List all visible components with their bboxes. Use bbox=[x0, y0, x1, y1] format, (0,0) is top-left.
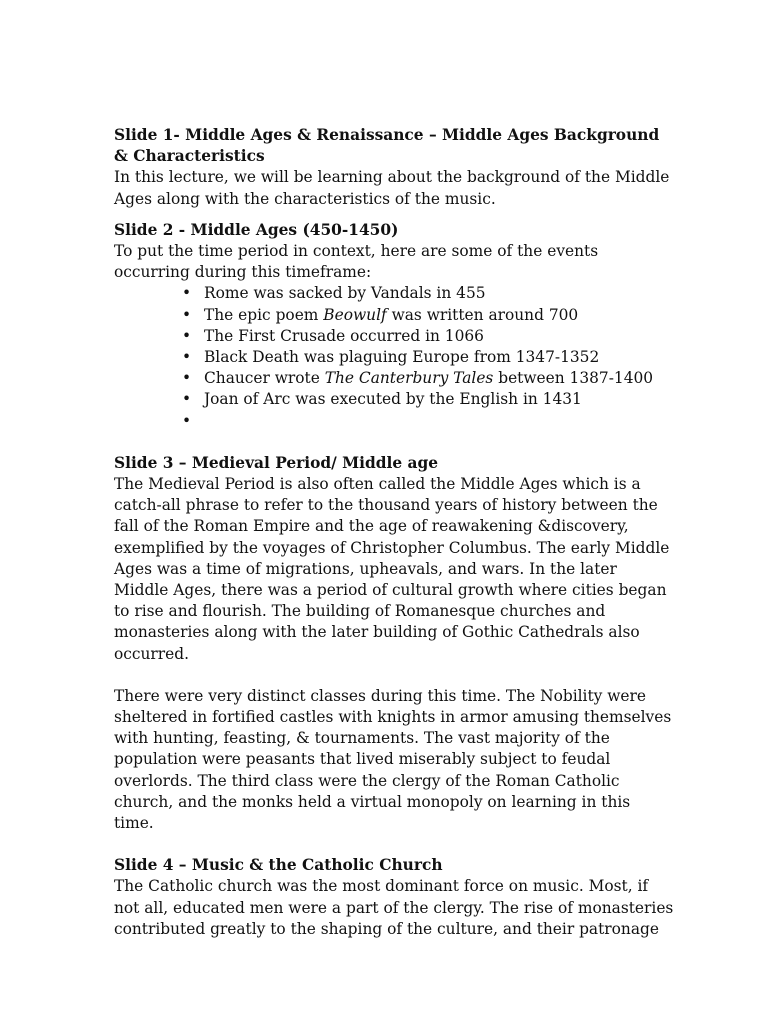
slide-3-heading: Slide 3 – Medieval Period/ Middle age bbox=[114, 453, 439, 472]
bullet-icon: • bbox=[182, 284, 192, 303]
bullet-icon: • bbox=[182, 411, 192, 430]
list-item bbox=[182, 326, 674, 347]
slide-1-text: In this lecture, we will be learning about the background of the Middle Ages along with the characteristics of the music. bbox=[114, 168, 670, 208]
list-item bbox=[182, 389, 674, 410]
list-item-text: Chaucer wrote bbox=[204, 369, 325, 388]
slide-2-intro: To put the time period in context, here are some of the events occurring during this timeframe: bbox=[114, 242, 599, 282]
list-item-text: Joan of Arc was executed by the English in 1431 bbox=[204, 390, 582, 409]
list-item-title: Beowulf bbox=[323, 305, 387, 324]
bullet-icon: • bbox=[182, 390, 192, 409]
slide-4-heading: Slide 4 – Music & the Catholic Church bbox=[114, 856, 443, 875]
bullet-icon: • bbox=[182, 326, 192, 345]
list-item bbox=[182, 283, 674, 304]
bullet-icon: • bbox=[182, 305, 192, 324]
document-page bbox=[114, 125, 674, 940]
event-list bbox=[114, 283, 674, 431]
slide-2-heading: Slide 2 - Middle Ages (450-1450) bbox=[114, 220, 399, 239]
spacer bbox=[114, 432, 674, 453]
list-item-text: was written around 700 bbox=[386, 305, 579, 324]
list-item bbox=[182, 347, 674, 368]
list-item-text: The epic poem bbox=[204, 305, 324, 324]
spacer bbox=[114, 665, 674, 686]
bullet-icon: • bbox=[182, 369, 192, 388]
slide-3-paragraph-1: The Medieval Period is also often called the Middle Ages which is a catch-all phrase to refer to the thousand years of history between the fall of the Roman Empire and the age of reawakening &discovery, exemplified by the voyages of Christopher Columbus. The early Middle Ages was a time of migrations, upheavals, and wars. In the later Middle Ages, there was a period of cultural growth where cities began to rise and flourish. The building of Romanesque churches and monasteries along with the later building of Gothic Cathedrals also occurred. bbox=[114, 475, 670, 663]
list-item bbox=[182, 368, 674, 389]
slide-4-text: The Catholic church was the most dominant force on music. Most, if not all, educated men were a part of the clergy. The rise of monasteries contributed greatly to the shaping of the culture, and their patronage bbox=[114, 877, 674, 938]
spacer bbox=[114, 834, 674, 855]
bullet-icon: • bbox=[182, 348, 192, 367]
list-item-text: Rome was sacked by Vandals in 455 bbox=[204, 284, 486, 303]
slide-1-heading: Slide 1- Middle Ages & Renaissance – Middle Ages Background & Characteristics bbox=[114, 126, 660, 166]
spacer bbox=[114, 210, 674, 220]
slide-3-paragraph-2: There were very distinct classes during this time. The Nobility were sheltered in fortified castles with knights in armor amusing themselves with hunting, feasting, & tournaments. The vast majority of the population were peasants that lived miserably subject to feudal overlords. The third class were the clergy of the Roman Catholic church, and the monks held a virtual monopoly on learning in this time. bbox=[114, 686, 672, 833]
list-item bbox=[182, 305, 674, 326]
list-item-title: The Canterbury Tales bbox=[324, 369, 494, 388]
list-item-text: between 1387-1400 bbox=[493, 369, 654, 388]
list-item-text: The First Crusade occurred in 1066 bbox=[204, 326, 484, 345]
list-item bbox=[182, 411, 674, 432]
list-item-text: Black Death was plaguing Europe from 1347-1352 bbox=[204, 348, 600, 367]
